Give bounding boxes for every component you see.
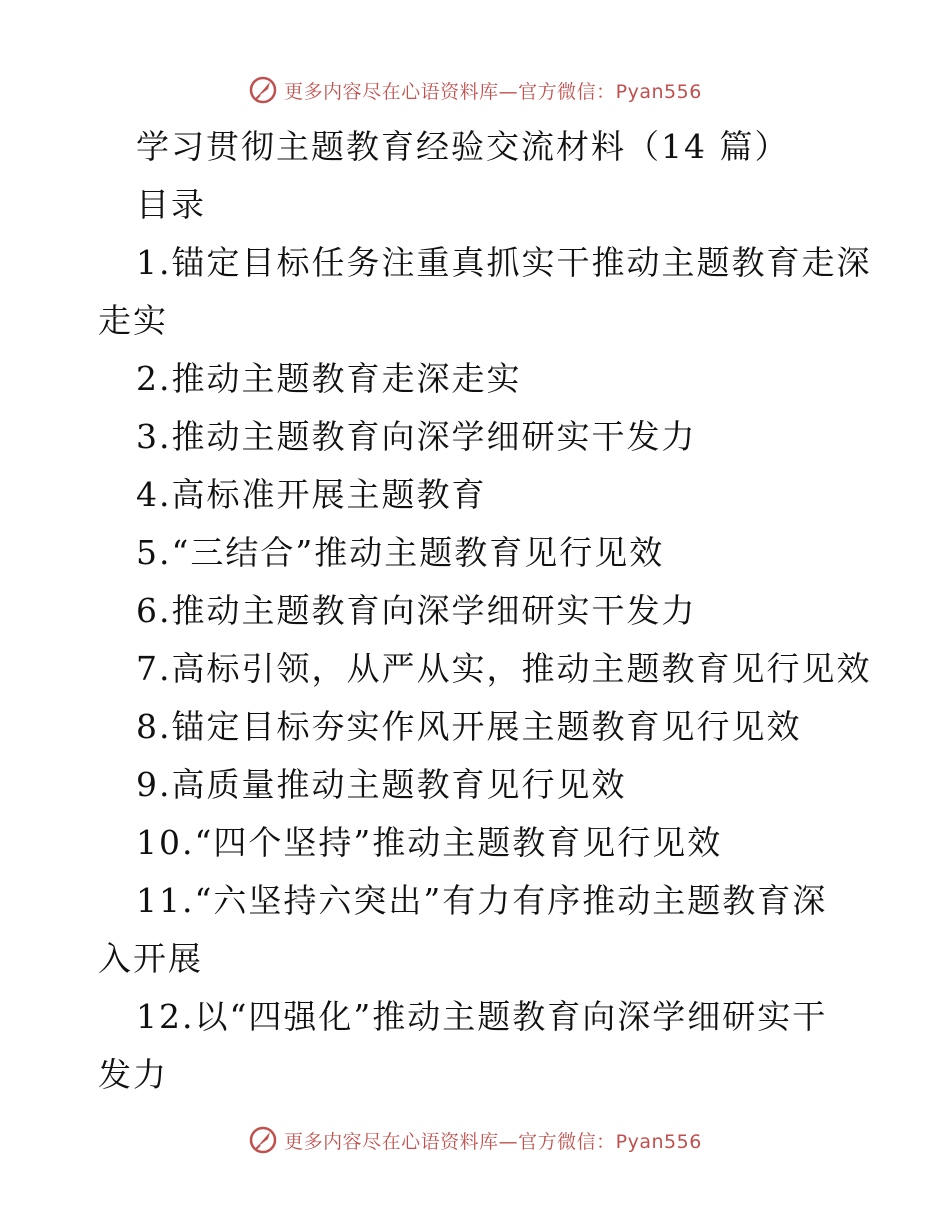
toc-line: 12.以“四强化”推动主题教育向深学细研实干 [136,997,828,1036]
document-title: 学习贯彻主题教育经验交流材料（14 篇） [136,127,790,166]
header-banner [0,70,950,110]
quill-logo-icon [248,1125,278,1155]
toc-line: 6.推动主题教育向深学细研实干发力 [136,591,697,630]
toc-line: 2.推动主题教育走深走实 [136,359,522,398]
toc-line: 1.锚定目标任务注重真抓实干推动主题教育走深 [136,243,872,282]
toc-line: 7.高标引领，从严从实，推动主题教育见行见效 [136,649,872,688]
toc-line: 3.推动主题教育向深学细研实干发力 [136,417,697,456]
toc-list [98,234,872,1104]
toc-line: 5.“三结合”推动主题教育见行见效 [136,533,665,572]
toc-line: 4.高标准开展主题教育 [136,475,487,514]
header-banner-text: 更多内容尽在心语资料库—官方微信：Pyan556 [284,80,702,103]
toc-line: 9.高质量推动主题教育见行见效 [136,765,627,804]
document-body [98,118,872,1104]
footer-banner-text: 更多内容尽在心语资料库—官方微信：Pyan556 [284,1130,702,1153]
toc-line: 11.“六坚持六突出”有力有序推动主题教育深 [136,881,828,920]
toc-heading: 目录 [136,185,206,224]
toc-line: 发力 [98,1055,168,1094]
quill-logo-icon [248,75,278,105]
toc-line: 8.锚定目标夯实作风开展主题教育见行见效 [136,707,802,746]
toc-line: 入开展 [98,939,203,978]
toc-line: 走实 [98,301,168,340]
footer-banner [0,1120,950,1160]
toc-line: 10.“四个坚持”推动主题教育见行见效 [136,823,723,862]
